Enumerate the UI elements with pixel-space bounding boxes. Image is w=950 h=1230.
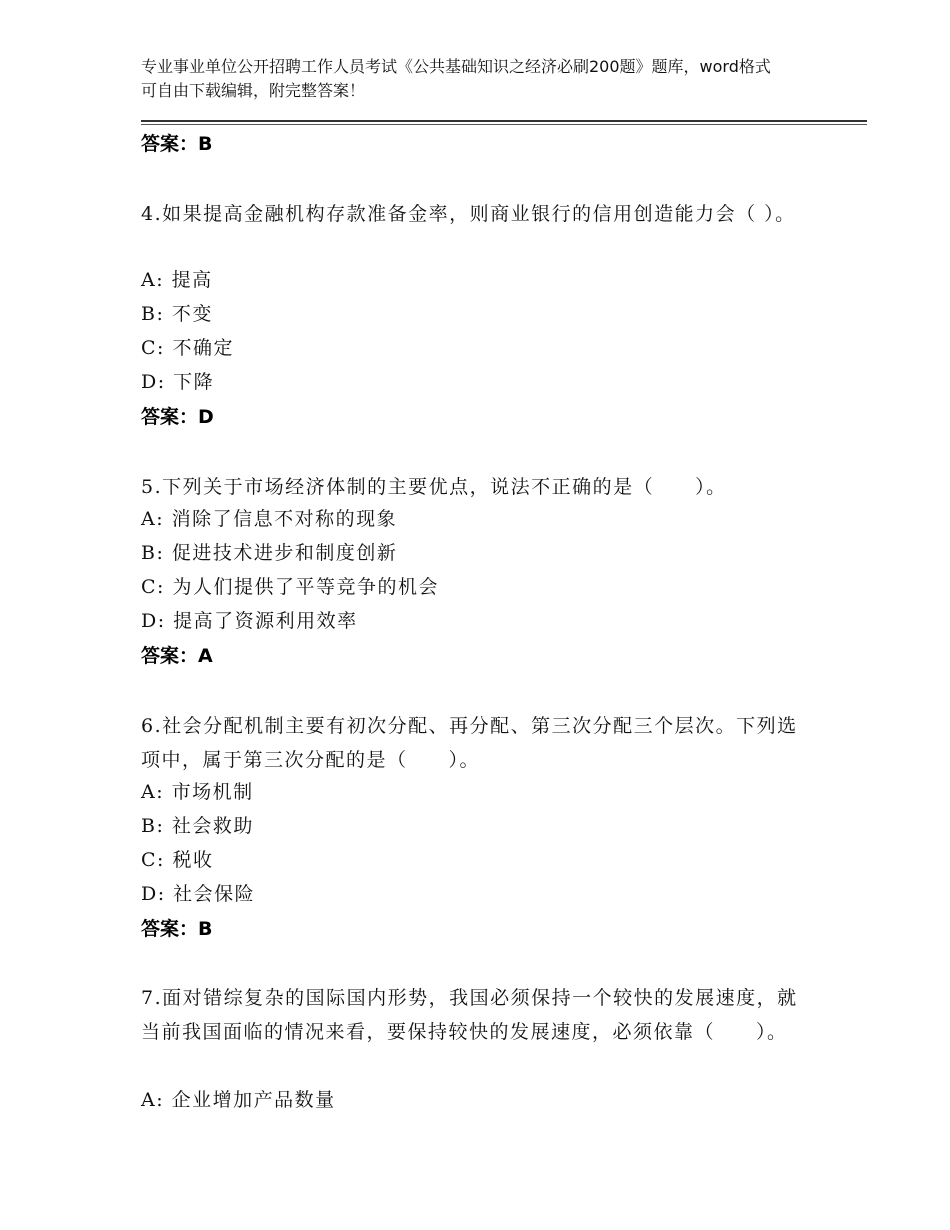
question-4-text: 4.如果提高金融机构存款准备金率，则商业银行的信用创造能力会（ ）。 <box>141 203 796 225</box>
question-7-text: 7.面对错综复杂的国际国内形势，我国必须保持一个较快的发展速度，就当前我国面临的情况来看，要保持较快的发展速度，必须依靠（ ）。 <box>141 987 798 1043</box>
header-rule-thin <box>141 124 867 125</box>
previous-answer: 答案：B <box>141 133 213 155</box>
question-4-option-b: B: 不变 <box>141 303 213 325</box>
question-4-option-c: C: 不确定 <box>141 337 234 359</box>
question-5-option-a: A: 消除了信息不对称的现象 <box>141 508 398 530</box>
question-5-option-c: C: 为人们提供了平等竞争的机会 <box>141 576 439 598</box>
question-6-option-c: C: 税收 <box>141 849 214 871</box>
question-7-option-a: A: 企业增加产品数量 <box>141 1089 336 1111</box>
question-6-text: 6.社会分配机制主要有初次分配、再分配、第三次分配三个层次。下列选项中，属于第三次分配的是（ ）。 <box>141 715 798 771</box>
question-6-option-d: D: 社会保险 <box>141 883 256 905</box>
question-6-answer: 答案：B <box>141 918 213 940</box>
document-header: 专业事业单位公开招聘工作人员考试《公共基础知识之经济必刷200题》题库，word格式可自由下载编辑，附完整答案！ <box>141 57 771 100</box>
question-4-option-d: D: 下降 <box>141 371 215 393</box>
header-rule-thick <box>141 120 867 122</box>
question-6-option-b: B: 社会救助 <box>141 815 254 837</box>
question-5-option-b: B: 促进技术进步和制度创新 <box>141 542 398 564</box>
question-6-option-a: A: 市场机制 <box>141 781 254 803</box>
question-5-text: 5.下列关于市场经济体制的主要优点，说法不正确的是（ ）。 <box>141 476 727 498</box>
question-5-option-d: D: 提高了资源利用效率 <box>141 610 358 632</box>
question-4-answer: 答案：D <box>141 406 214 428</box>
question-5-answer: 答案：A <box>141 645 213 667</box>
question-4-option-a: A: 提高 <box>141 269 213 291</box>
